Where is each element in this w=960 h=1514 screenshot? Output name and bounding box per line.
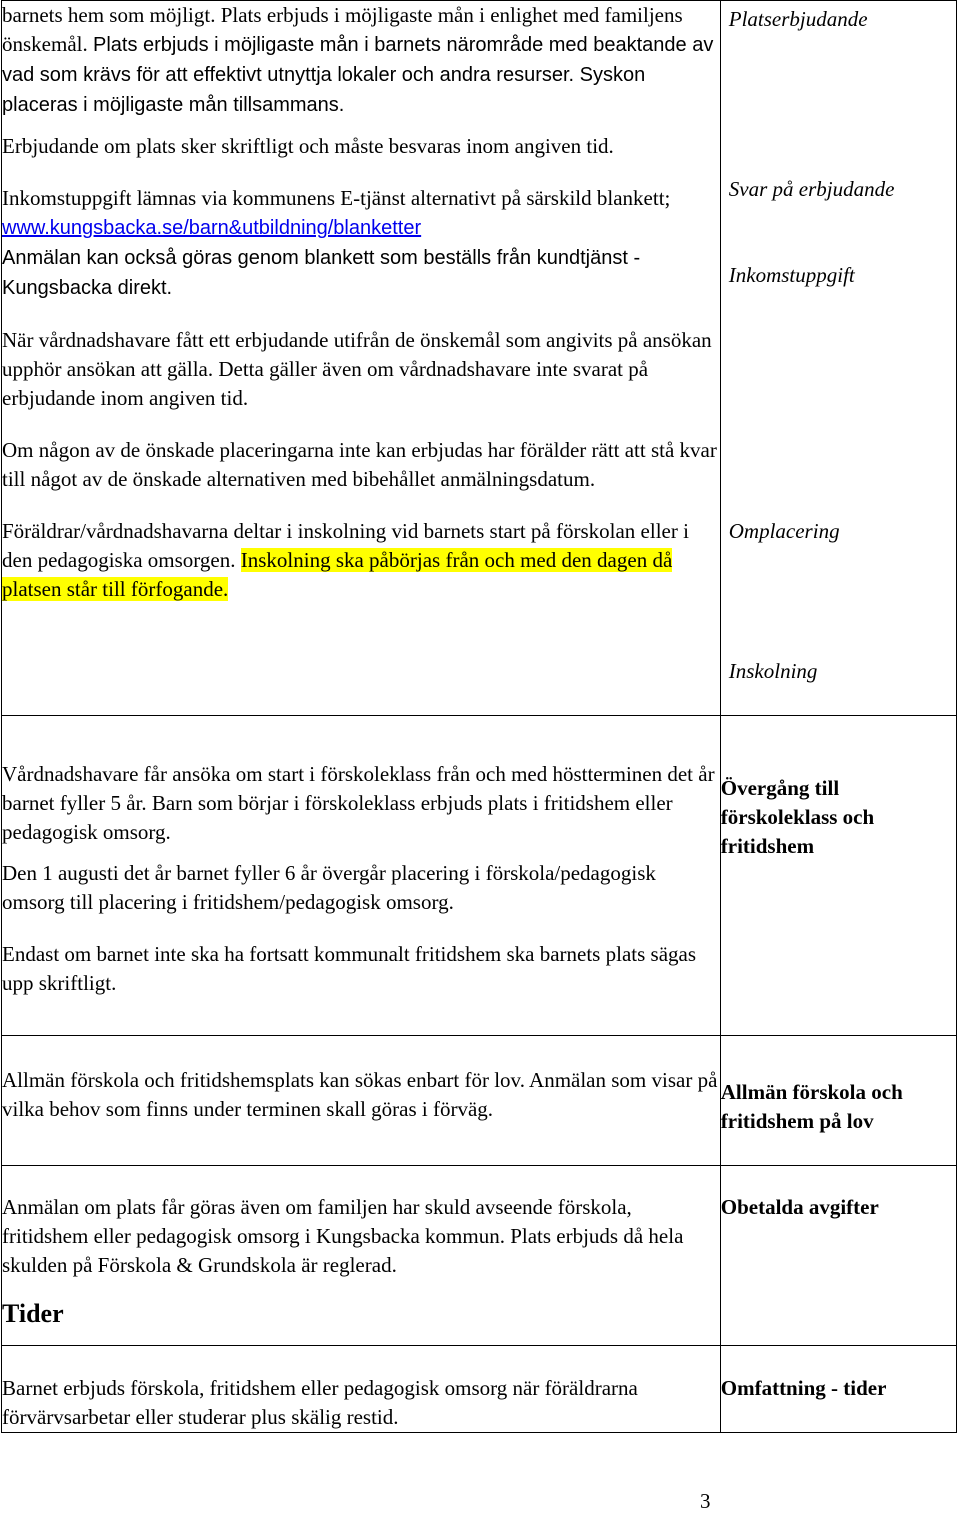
paragraph-ansokan-upphor: När vårdnadshavare fått ett erbjudande utifrån de önskemål som angivits på ansökan upphör ansökan att gälla. Detta gäller även om vårdnadshavare inte svarat på erbjudande inom angiven tid. — [2, 328, 712, 410]
side-cell — [720, 1, 956, 716]
side-cell — [720, 1346, 956, 1433]
blanketter-link[interactable]: www.kungsbacka.se/barn&utbildning/blanketter — [2, 217, 422, 239]
main-cell — [2, 1166, 721, 1346]
side-cell — [720, 716, 956, 1036]
label-inskolning: Inskolning — [728, 659, 818, 683]
label-svar-pa-erbjudande: Svar på erbjudande — [728, 177, 895, 201]
table-row — [2, 1166, 957, 1346]
label-overgang: Övergång till förskoleklass och fritidshem — [720, 776, 875, 858]
table-row — [2, 1346, 957, 1433]
paragraph-omplacering: Om någon av de önskade placeringarna inte kan erbjudas har förälder rätt att stå kvar till något av de önskade alternativen med bibehållet anmälningsdatum. — [2, 438, 717, 491]
table-row — [2, 1, 957, 716]
label-omfattning-tider: Omfattning - tider — [720, 1376, 887, 1400]
paragraph-inkomstuppgift — [2, 184, 720, 303]
paragraph-erbjudande: Erbjudande om plats sker skriftligt och måste besvaras inom angiven tid. — [2, 134, 614, 158]
paragraph-lov: Allmän förskola och fritidshemsplats kan sökas enbart för lov. Anmälan som visar på vilka behov som finns under terminen skall göras i förväg. — [2, 1068, 718, 1121]
main-cell — [2, 1, 721, 716]
label-obetalda-avgifter: Obetalda avgifter — [720, 1195, 879, 1219]
page-number: 3 — [700, 1489, 711, 1513]
heading-tider: Tider — [2, 1299, 64, 1328]
highlighted-text: Inskolning ska påbörjas från och med den dagen då platsen står till förfogande. — [2, 548, 673, 601]
text-span: Inkomstuppgift lämnas via kommunens E-tjänst alternativt på särskild blankett; — [2, 186, 671, 210]
label-omplacering: Omplacering — [728, 519, 840, 543]
text-span: Föräldrar/vårdnadshavarna deltar i inskolning vid barnets start på förskolan eller i den pedagogiska omsorgen. — [2, 519, 689, 572]
paragraph-plats-erbjuds — [2, 1, 720, 120]
label-inkomstuppgift: Inkomstuppgift — [728, 263, 855, 287]
text-span: Plats erbjuds i möjligaste mån i barnets närområde med beaktande av vad som krävs för att effektivt utnyttja lokaler och andra resurser. Syskon placeras i möjligaste mån tillsammans. — [2, 34, 714, 116]
paragraph-skuld: Anmälan om plats får göras även om familjen har skuld avseende förskola, fritidshem eller pedagogisk omsorg i Kungsbacka kommun. Plats erbjuds då hela skulden på Förskola & Grundskola är reglerad. — [2, 1195, 684, 1277]
text-span: barnets hem som möjligt. Plats erbjuds i möjligaste mån i enlighet med familjens önskemål. — [2, 3, 683, 56]
paragraph-overgang: Den 1 augusti det år barnet fyller 6 år övergår placering i förskola/pedagogisk omsorg till placering i fritidshem/pedagogisk omsorg. — [2, 861, 656, 914]
main-cell — [2, 1036, 721, 1166]
text-span: Anmälan kan också göras genom blankett som beställs från kundtjänst - Kungsbacka direkt. — [2, 247, 641, 299]
label-platserbjudande: Platserbjudande — [728, 7, 868, 31]
main-cell — [2, 1346, 721, 1433]
document-table — [1, 0, 957, 1433]
table-row — [2, 1036, 957, 1166]
main-cell — [2, 716, 721, 1036]
paragraph-omfattning: Barnet erbjuds förskola, fritidshem eller pedagogisk omsorg när föräldrarna förvärvsarbetar eller studerar plus skälig restid. — [2, 1376, 638, 1429]
side-cell — [720, 1036, 956, 1166]
label-allman-forskola-lov: Allmän förskola och fritidshem på lov — [720, 1080, 903, 1133]
paragraph-inskolning — [2, 517, 720, 604]
side-cell — [720, 1166, 956, 1346]
paragraph-uppsagning: Endast om barnet inte ska ha fortsatt kommunalt fritidshem ska barnets plats sägas upp skriftligt. — [2, 942, 697, 995]
paragraph-forskoleklass-start: Vårdnadshavare får ansöka om start i förskoleklass från och med höstterminen det år barnet fyller 5 år. Barn som börjar i förskoleklass erbjuds plats i fritidshem eller pedagogisk omsorg. — [2, 762, 715, 844]
table-row — [2, 716, 957, 1036]
